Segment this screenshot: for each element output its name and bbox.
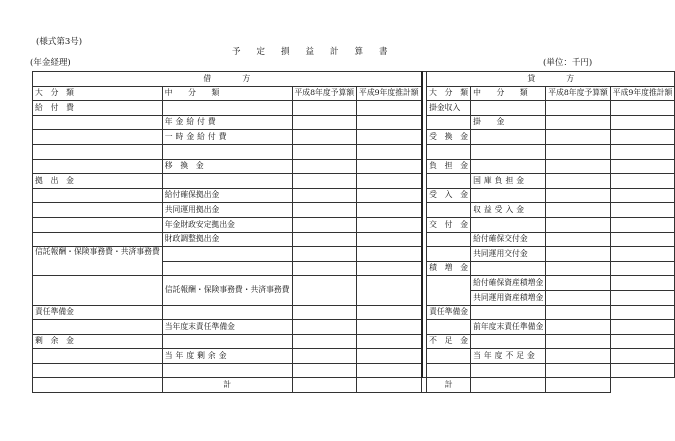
credit-receipts: 受 入 金 [427, 188, 471, 203]
debit-surplus: 剰 余 金 [33, 334, 163, 349]
credit-header: 貸 方 [427, 72, 675, 87]
debit-lump-sum-benefits: 一時金給付費 [162, 130, 292, 145]
credit-premium: 掛 金 [471, 115, 546, 130]
debit-liability-reserve: 責任準備金 [33, 305, 163, 320]
form-number: (様式第3号) [36, 37, 83, 47]
table-header-row [33, 72, 675, 87]
debit-benefit-insurance-contrib: 給付確保拠出金 [162, 188, 292, 203]
table-row [33, 320, 675, 335]
table-row [33, 334, 675, 349]
credit-col-budget: 平成8年度予算額 [546, 86, 611, 101]
table-row [33, 349, 675, 364]
debit-joint-operation-contrib: 共同運用拠出金 [162, 203, 292, 218]
table-row [33, 130, 675, 145]
profit-loss-table [32, 71, 675, 393]
debit-col-budget: 平成8年度予算額 [292, 86, 357, 101]
debit-col-major: 大 分 類 [33, 86, 163, 101]
debit-liability-reserve-current: 当年度末責任準備金 [162, 320, 292, 335]
credit-investment-income-receipts: 収益受入金 [471, 203, 546, 218]
credit-col-middle: 中 分 類 [471, 86, 546, 101]
credit-premium-income: 掛金収入 [427, 101, 471, 116]
credit-transfer-received: 受 換 金 [427, 130, 471, 145]
credit-joint-operation-grant: 共同運用交付金 [471, 247, 546, 262]
table-row [33, 101, 675, 116]
debit-fiscal-adjustment-contrib: 財政調整拠出金 [162, 232, 292, 247]
table-row [33, 217, 675, 232]
credit-grants: 交 付 金 [427, 217, 471, 232]
table-row [33, 144, 675, 159]
credit-deficit: 不 足 金 [427, 334, 471, 349]
table-row [33, 115, 675, 130]
debit-col-estimate: 平成9年度推計額 [357, 86, 422, 101]
column-header-row [33, 86, 675, 101]
table-row [33, 203, 675, 218]
debit-header: 借 方 [33, 72, 422, 87]
credit-burden: 負 担 金 [427, 159, 471, 174]
debit-col-middle: 中 分 類 [162, 86, 292, 101]
debit-contributions: 拠 出 金 [33, 174, 163, 189]
debit-total: 計 [162, 378, 292, 393]
table-row [33, 174, 675, 189]
debit-benefits: 給 付 費 [33, 101, 163, 116]
credit-benefit-insurance-reserve: 給付確保資産積増金 [471, 276, 546, 291]
table-row [33, 305, 675, 320]
debit-surplus-current: 当年度剰余金 [162, 349, 292, 364]
debit-trust-fees-major: 信託報酬・保険事務費・共済事務費 [33, 247, 163, 276]
credit-total: 計 [427, 378, 471, 393]
table-row [33, 276, 675, 291]
credit-deficit-current: 当年度不足金 [471, 349, 546, 364]
table-row [33, 188, 675, 203]
total-row [33, 378, 675, 393]
debit-transfer: 移 換 金 [162, 159, 292, 174]
unit-label: (単位：千円) [543, 58, 593, 68]
debit-trust-fees-middle: 信託報酬・保険事務費・共済事務費 [162, 276, 292, 305]
credit-national-burden: 国庫負担金 [471, 174, 546, 189]
table-row [33, 247, 675, 262]
credit-reserve-increase: 積 増 金 [427, 261, 471, 276]
credit-benefit-insurance-grant: 給付確保交付金 [471, 232, 546, 247]
page-title: 予定損益計算書 [232, 47, 404, 57]
table-row [33, 363, 675, 378]
table-row [33, 232, 675, 247]
debit-pension-benefits: 年金給付費 [162, 115, 292, 130]
credit-liability-reserve-prior: 前年度末責任準備金 [471, 320, 546, 335]
account-name: (年金経理) [30, 58, 71, 68]
credit-col-estimate: 平成9年度推計額 [610, 86, 675, 101]
credit-col-major: 大 分 類 [427, 86, 471, 101]
debit-pension-stabilization-contrib: 年金財政安定拠出金 [162, 217, 292, 232]
credit-liability-reserve: 責任準備金 [427, 305, 471, 320]
credit-joint-operation-reserve: 共同運用資産積増金 [471, 290, 546, 305]
table-row [33, 159, 675, 174]
